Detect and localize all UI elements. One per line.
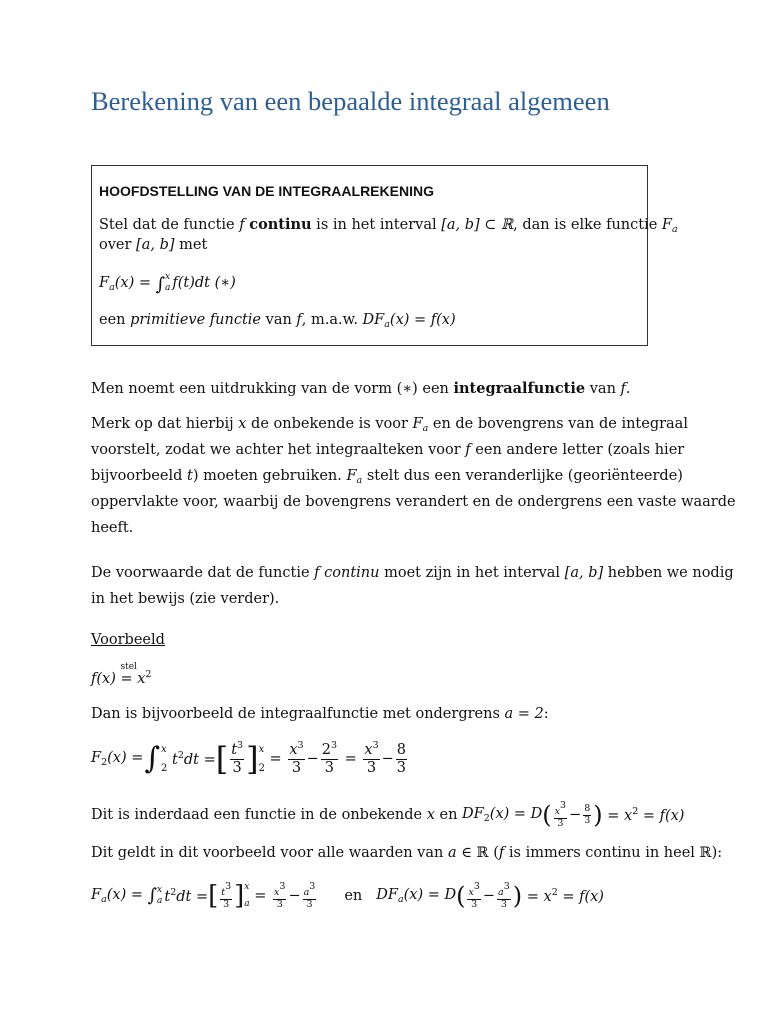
example-definition: f(x) stel = $x^2$ xyxy=(91,662,152,687)
theorem-line-1: Stel dat de functie f continu is in het interval [a, b] ⊂ ℝ, dan is elke functie $F_a$ xyxy=(99,216,678,235)
paragraph-merk-op-line-4: oppervlakte voor, waarbij de bovengrens verandert en de ondergrens een vaste waarde xyxy=(91,494,736,510)
paragraph-merk-op-line-5: heeft. xyxy=(91,520,134,536)
example-heading: Voorbeeld xyxy=(91,632,165,648)
paragraph-merk-op-line-2: voorstelt, zodat we achter het integraalteken voor f een andere letter (zoals hier xyxy=(91,442,685,458)
example-dit-geldt: Dit geldt in dit voorbeeld voor alle waarden van a ∈ ℝ (f is immers continu in heel ℝ): xyxy=(91,845,723,861)
paragraph-voorwaarde-line-2: in het bewijs (zie verder). xyxy=(91,591,280,607)
example-integral-formula: $F_2(x)$ = ∫ x 2 $t^2dt$ = [ $\frac{t^3}{3}$ ] x 2 = $\frac{x^3}{3}$ − $\frac{2^3}{3}$ = $\frac{x^3}{3}$ − $\frac{8}{3}$ xyxy=(91,740,406,778)
theorem-heading: HOOFDSTELLING VAN DE INTEGRAALREKENING xyxy=(99,183,434,199)
theorem-line-2: over [a, b] met xyxy=(99,237,208,253)
paragraph-merk-op-line-1: Merk op dat hierbij x de onbekende is voor $F_a$ en de bovengrens van de integraal xyxy=(91,416,688,434)
page-title: Berekening van een bepaalde integraal algemeen xyxy=(91,86,610,116)
paragraph-integraalfunctie: Men noemt een uitdrukking van de vorm (∗) een integraalfunctie van f. xyxy=(91,380,631,397)
example-general-formula: $F_a(x)$ = ∫ x a $t^2dt$ = [ $\frac{t3}{3}$ ] x a = $\frac{x3}{3}$ − $\frac{a3}{3}$ en $DF_a(x) = D$ ( $\frac{x3}{3}$ − $\frac{a3}{3}$ ) = $x^2 = f(x)$ xyxy=(91,880,604,911)
paragraph-merk-op-line-3: bijvoorbeeld t) moeten gebruiken. $F_a$ stelt dus een veranderlijke (georiënteerde) xyxy=(91,468,683,486)
paragraph-voorwaarde-line-1: De voorwaarde dat de functie f continu moet zijn in het interval [a, b] hebben we nodig xyxy=(91,565,734,581)
example-dit-is-inderdaad: Dit is inderdaad een functie in de onbekende x en $DF_2(x) = D$ ( $\frac{x3}{3}$ − $\frac{8}{3}$ ) = $x^2 = f(x)$ xyxy=(91,799,685,829)
theorem-formula: $F_a(x)$ = ∫ x a f(t)dt (∗) xyxy=(99,272,236,295)
theorem-line-4: een primitieve functie van f, m.a.w. $DF_a(x) = f(x)$ xyxy=(99,312,456,330)
example-dan-is: Dan is bijvoorbeeld de integraalfunctie met ondergrens a = 2: xyxy=(91,706,549,722)
